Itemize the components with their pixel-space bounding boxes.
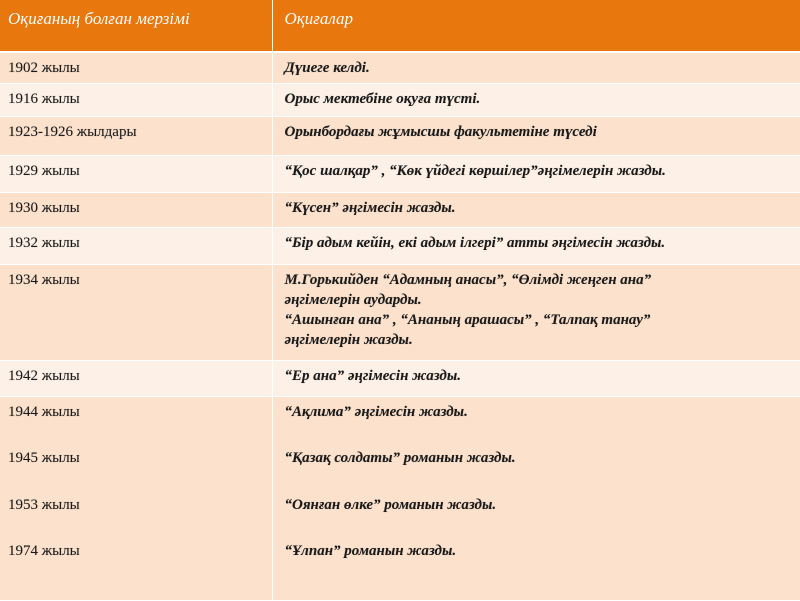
row-event: “Ер ана” әңгімесін жазды. <box>272 360 800 396</box>
group-event: “Ақлима” әңгімесін жазды. <box>284 403 468 420</box>
row-year: 1932 жылы <box>0 227 272 264</box>
table-row <box>0 192 800 227</box>
table-row <box>0 116 800 155</box>
row-events-group <box>272 396 800 600</box>
row-year: 1929 жылы <box>0 155 272 192</box>
row-year: 1930 жылы <box>0 192 272 227</box>
row-year: 1934 жылы <box>0 264 272 360</box>
event-line: әңгімелерін аударды. <box>284 291 422 308</box>
row-event: “Бір адым кейін, екі адым ілгері” атты әңгімесін жазды. <box>272 227 800 264</box>
group-event: “Оянған өлке” романын жазды. <box>284 496 497 513</box>
event-line: “Ашынған ана” , “Ананың арашасы” , “Талпақ танау” <box>284 311 651 328</box>
group-year: 1945 жылы <box>8 450 80 466</box>
table-row <box>0 155 800 192</box>
table-row <box>0 264 800 360</box>
event-line: әңгімелерін жазды. <box>284 331 413 348</box>
event-line: М.Горькийден “Адамның анасы”, “Өлімді жеңген ана” <box>284 271 652 288</box>
group-year: 1953 жылы <box>8 496 80 513</box>
table-row <box>0 360 800 396</box>
group-event: “Ұлпан” романын жазды. <box>284 543 457 559</box>
header-date: Оқиғаның болған мерзімі <box>0 0 272 52</box>
table-row <box>0 396 800 600</box>
group-event: “Қазақ солдаты” романын жазды. <box>284 450 516 466</box>
row-event: Орыс мектебіне оқуға түсті. <box>272 83 800 116</box>
row-event: Орынбордағы жұмысшы факультетіне түседі <box>272 116 800 155</box>
group-year: 1974 жылы <box>8 543 80 559</box>
header-events: Оқиғалар <box>272 0 800 52</box>
row-event: “Қос шалқар” , “Көк үйдегі көршілер”әңгімелерін жазды. <box>272 155 800 192</box>
row-year: 1942 жылы <box>0 360 272 396</box>
row-year: 1902 жылы <box>0 52 272 83</box>
row-years-group <box>0 396 272 600</box>
row-event-multiline <box>272 264 800 360</box>
header-row <box>0 0 800 52</box>
table-row <box>0 83 800 116</box>
row-event: “Күсен” әңгімесін жазды. <box>272 192 800 227</box>
row-event: Дүиеге келді. <box>272 52 800 83</box>
row-year: 1923-1926 жылдары <box>0 116 272 155</box>
table-row <box>0 227 800 264</box>
table-row <box>0 52 800 83</box>
group-year: 1944 жылы <box>8 403 80 420</box>
row-year: 1916 жылы <box>0 83 272 116</box>
